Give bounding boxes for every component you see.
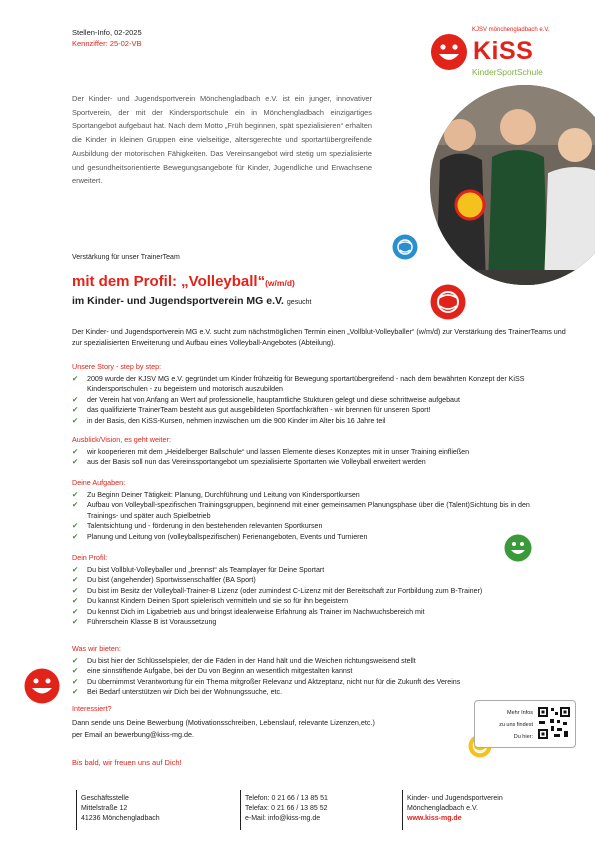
list-item: ✔ Du kennst Dich im Ligabetrieb aus und bringst idealerweise Erfahrung als Trainer im Nachwuchsbereich mit bbox=[72, 606, 425, 616]
list-item: ✔ Bei Bedarf unterstützen wir Dich bei der Wohnungssuche, etc. bbox=[72, 687, 283, 697]
smiley-logo-icon bbox=[430, 33, 468, 71]
logo-club-name: KJSV mönchengladbach e.V. bbox=[472, 27, 550, 33]
check-icon: ✔ bbox=[72, 617, 79, 627]
check-icon: ✔ bbox=[72, 457, 79, 467]
list-item: ✔ wir kooperieren mit dem „Heidelberger Ballschule“ und lassen Elemente dieses Konzeptes mit in unser Training einfließen bbox=[72, 447, 470, 456]
check-icon: ✔ bbox=[72, 687, 79, 697]
list-item: ✔ in der Basis, den KiSS-Kursen, nehmen inzwischen um die 900 Kinder im Alter bis 16 Jahre teil bbox=[72, 415, 386, 425]
check-icon: ✔ bbox=[72, 606, 79, 616]
children-photo bbox=[430, 85, 595, 285]
list-item: ✔ Führerschein Klasse B ist Voraussetzung bbox=[72, 617, 217, 627]
section-aufgaben-title: Deine Aufgaben: bbox=[72, 478, 126, 487]
list-item: ✔ aus der Basis soll nun das Vereinssportangebot um spezialisierte Sportarten wie Volleyball erweitert werden bbox=[72, 457, 426, 467]
check-icon: ✔ bbox=[72, 394, 79, 404]
website-link[interactable]: www.kiss-mg.de bbox=[407, 815, 462, 822]
section-profil-title: Dein Profil: bbox=[72, 553, 108, 562]
list-item: ✔ Aufbau von Volleyball-spezifischen Trainingsgruppen, beginnend mit einer gemeinsamen Planungsphase über die (Talent)Sichtung bis in den Trainings- und später auch Spielbetrieb bbox=[72, 500, 530, 520]
list-item: ✔ eine sinnstiftende Aufgabe, bei der Du von Beginn an wesentlich mitgestalten kannst bbox=[72, 666, 353, 676]
job-title-suffix: (w/m/d) bbox=[265, 278, 295, 288]
section-bieten-title: Was wir bieten: bbox=[72, 644, 121, 653]
footer-club: Kinder- und Jugendsportverein Mönchengladbach e.V. www.kiss-mg.de bbox=[407, 795, 503, 822]
job-subtitle bbox=[72, 295, 311, 307]
check-icon: ✔ bbox=[72, 575, 79, 585]
check-icon: ✔ bbox=[72, 490, 79, 499]
list-item: ✔ 2009 wurde der KJSV MG e.V. gegründet um Kinder frühzeitig für Bewegung sportartübergreifend - nach dem bewährten Konzept der KiSS Kindersportschulen - zu begeistern und motorisch auszubilden bbox=[72, 374, 525, 394]
section-story-title: Unsere Story - step by step: bbox=[72, 362, 162, 371]
list-item: ✔ Du übernimmst Verantwortung für ein Thema mitgroßer Relevanz und Aktzeptanz, nicht nur für die Zukunft des Vereins bbox=[72, 676, 461, 686]
bieten-list bbox=[72, 656, 542, 698]
job-title bbox=[72, 273, 295, 290]
check-icon: ✔ bbox=[72, 405, 79, 415]
aufgaben-list bbox=[72, 490, 542, 542]
list-item: ✔ der Verein hat von Anfang an Wert auf professionelle, hauptamtliche Stukturen gelegt und diese schrittweise aufgebaut bbox=[72, 394, 460, 404]
footer-contact: Telefon: 0 21 66 / 13 85 51 Telefax: 0 21 66 / 13 85 52 e-Mail: info@kiss-mg.de bbox=[245, 795, 328, 822]
logo-brand: KiSS bbox=[473, 37, 534, 65]
interest-heading: Interessiert? bbox=[72, 704, 112, 713]
job-subtitle-suffix: gesucht bbox=[286, 299, 312, 306]
list-item: ✔ Zu Beginn Deiner Tätigkeit: Planung, Durchführung und Leitung von Kindersportkursen bbox=[72, 490, 360, 499]
check-icon: ✔ bbox=[72, 374, 79, 383]
verstaerkung-label: Verstärkung für unser TrainerTeam bbox=[72, 254, 180, 261]
check-icon: ✔ bbox=[72, 585, 79, 595]
stellen-info: Stellen-Info, 02-2025 bbox=[72, 28, 142, 37]
check-icon: ✔ bbox=[72, 666, 79, 676]
footer-divider bbox=[402, 790, 403, 830]
volleyball-blue-icon bbox=[392, 234, 418, 260]
kennziffer: Kennziffer: 25-02-VB bbox=[72, 39, 142, 48]
list-item: ✔ Du bist hier der Schlüsselspieler, der die Fäden in der Hand hält und die Weichen richtungsweisend stellt bbox=[72, 656, 416, 665]
footer-divider bbox=[240, 790, 241, 830]
footer-divider bbox=[76, 790, 77, 830]
smiley-green-icon bbox=[504, 534, 532, 562]
story-list bbox=[72, 374, 542, 426]
list-item: ✔ Du kannst Kindern Deinen Sport spielerisch vermitteln und sie so für ihn begeistern bbox=[72, 596, 349, 606]
check-icon: ✔ bbox=[72, 447, 79, 456]
more-info-box bbox=[474, 700, 576, 748]
logo-subtitle: KinderSportSchule bbox=[472, 67, 543, 77]
qr-code-icon[interactable] bbox=[537, 706, 571, 740]
check-icon: ✔ bbox=[72, 565, 79, 574]
check-icon: ✔ bbox=[72, 596, 79, 606]
job-title-main: mit dem Profil: „Volleyball“ bbox=[72, 273, 266, 290]
kiss-logo bbox=[428, 27, 568, 83]
apply-line-1: Dann sende uns Deine Bewerbung (Motivationsschreiben, Lebenslauf, relevante Lizenzen,etc.) bbox=[72, 718, 375, 727]
lead-text: Der Kinder- und Jugendsportverein MG e.V. sucht zum nächstmöglichen Termin einen „Vollblut-Volleyballer“ (w/m/d) zur Verstärkung des TrainerTeams und zur spezialisierten Erweiterung und Aufbau eines Volleyball-Angebotes (Abteilung). bbox=[72, 327, 566, 347]
vision-list bbox=[72, 447, 542, 468]
list-item: ✔ Du bist im Besitz der Volleyball-Trainer-B Lizenz (oder zumindest C-Lizenz mit der Bereitschaft zur Fortbildung zum B-Trainer) bbox=[72, 585, 483, 595]
children-photo-illustration bbox=[430, 85, 595, 285]
apply-text bbox=[72, 717, 492, 741]
footer-address: Geschäftsstelle Mittelstraße 12 41236 Mönchengladbach bbox=[81, 795, 160, 822]
intro-text: Der Kinder- und Jugendsportverein Mönchengladbach e.V. ist ein junger, innovativer Sportverein, der mit der Kindersportschule ein in Mönchengladbach einzigartiges Sportangebot aufgebaut hat. Nach dem Motto „Früh beginnen, spät spezialisieren“ erhalten die Kinder in kleinen Gruppen eine vielseitige, altersgerechte und sportartübergreifende Ausbildung der motorischen Fähigkeiten. Das Vereinsangebot wird stetig um spezialisierte und gesundheitsorientierte Bewegungsangebote für Kinder, Jugendliche und Erwachsene erweitert. bbox=[72, 94, 372, 186]
check-icon: ✔ bbox=[72, 531, 79, 541]
smiley-red-icon bbox=[24, 668, 60, 704]
section-vision-title: Ausblick/Vision, es geht weiter: bbox=[72, 435, 171, 444]
volleyball-red-icon bbox=[430, 284, 466, 320]
check-icon: ✔ bbox=[72, 500, 79, 510]
list-item: ✔ Talentsichtung und - förderung in den bestehenden relevanten Sportkursen bbox=[72, 521, 323, 531]
list-item: ✔ Du bist Vollblut-Volleyballer und „brennst“ als Teamplayer für Deine Sportart bbox=[72, 565, 325, 574]
list-item: ✔ Planung und Leitung von (volleyballspezifischen) Ferienangeboten, Events und Turnieren bbox=[72, 531, 368, 541]
profil-list bbox=[72, 565, 542, 627]
check-icon: ✔ bbox=[72, 676, 79, 686]
apply-line-2[interactable]: per Email an bewerbung@kiss-mg.de. bbox=[72, 730, 194, 739]
list-item: ✔ das qualifizierte TrainerTeam besteht aus gut ausgebildeten Sportfachkräften - wir brennen für unseren Sport! bbox=[72, 405, 431, 415]
check-icon: ✔ bbox=[72, 521, 79, 531]
closing-text: Bis bald, wir freuen uns auf Dich! bbox=[72, 758, 182, 767]
more-info-text: Mehr Infos zu uns findest Du hier: bbox=[499, 710, 533, 740]
job-subtitle-main: im Kinder- und Jugendsportverein MG e.V. bbox=[72, 295, 284, 307]
check-icon: ✔ bbox=[72, 415, 79, 425]
check-icon: ✔ bbox=[72, 656, 79, 665]
list-item: ✔ Du bist (angehender) Sportwissenschaftler (BA Sport) bbox=[72, 575, 256, 585]
